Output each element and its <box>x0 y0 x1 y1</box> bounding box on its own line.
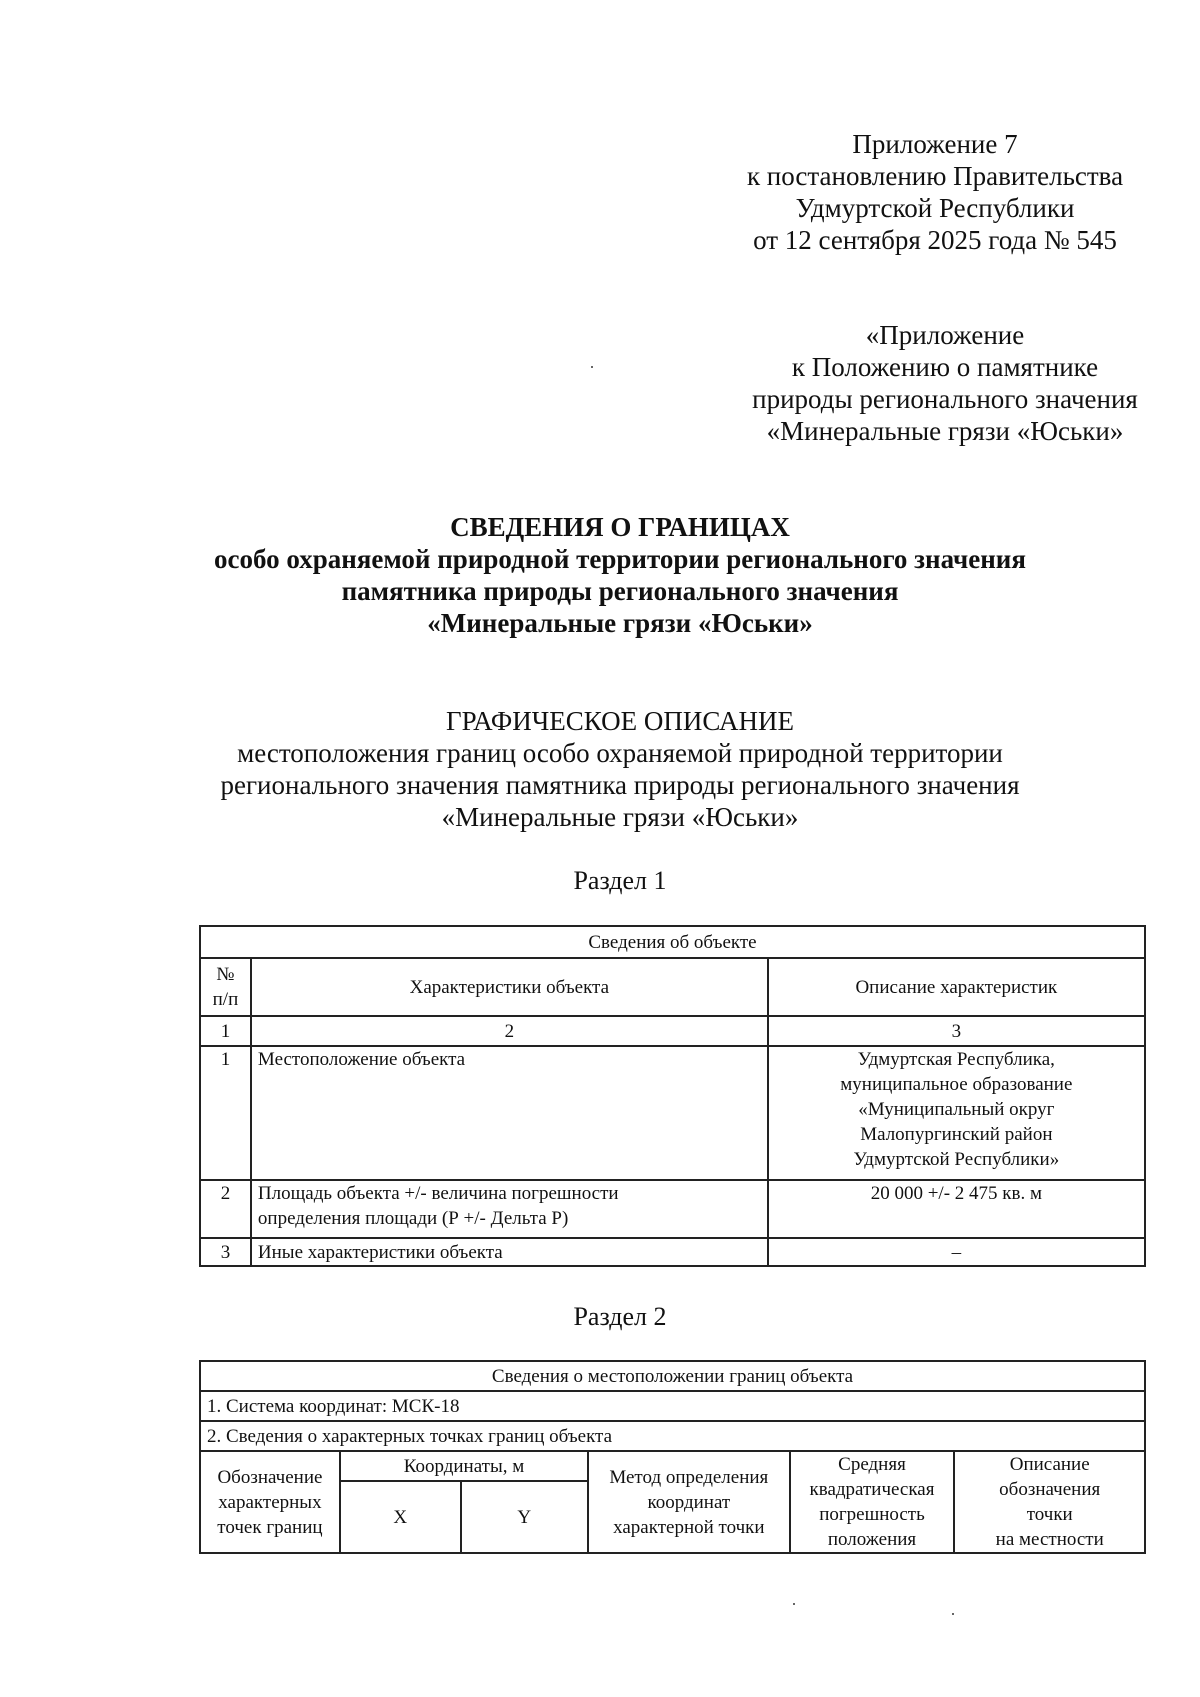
row-characteristic <box>251 1180 768 1238</box>
appendix-line: Приложение 7 <box>852 129 1018 159</box>
header-line: обозначения <box>999 1479 1101 1500</box>
scan-speck <box>591 366 593 368</box>
description-line: муниципальное образование <box>840 1074 1073 1095</box>
description-line: Удмуртской Республики» <box>853 1149 1060 1170</box>
description-line: «Муниципальный округ <box>858 1099 1055 1120</box>
index-cell: 3 <box>768 1016 1145 1046</box>
header-line: характерных <box>218 1491 322 1513</box>
scan-speck <box>952 1613 954 1615</box>
characteristic-line: определения площади (Р +/- Дельта Р) <box>257 1208 569 1229</box>
header-line: на местности <box>995 1529 1104 1550</box>
header-line: Средняя <box>838 1454 906 1475</box>
description-line: Удмуртская Республика, <box>857 1049 1055 1070</box>
table-title: Сведения об объекте <box>200 926 1145 958</box>
table-row <box>200 1238 1145 1266</box>
sub-appendix-line: «Минеральные грязи «Юськи» <box>766 416 1124 446</box>
table-row <box>200 1180 1145 1238</box>
title-line: особо охраняемой природной территории регионального значения <box>214 544 1026 574</box>
sub-appendix-header <box>710 319 1180 447</box>
col-header-description: Описание характеристик <box>768 958 1145 1016</box>
row-num: 3 <box>200 1238 251 1266</box>
description-line: Малопургинский район <box>860 1124 1053 1145</box>
header-line: положения <box>827 1529 917 1550</box>
appendix-line: к постановлению Правительства <box>746 161 1124 191</box>
table-title: Сведения о местоположении границ объекта <box>200 1361 1145 1391</box>
appendix-line: Удмуртской Республики <box>795 193 1075 223</box>
section2-label: Раздел 2 <box>573 1302 667 1331</box>
coord-system-row: 1. Система координат: МСК-18 <box>200 1391 1145 1421</box>
header-line: характерной точки <box>613 1516 765 1538</box>
row-description: – <box>768 1238 1145 1266</box>
col-header-x: X <box>340 1481 461 1553</box>
header-line: Описание <box>1009 1454 1090 1475</box>
graphic-line: местоположения границ особо охраняемой природной территории <box>237 738 1003 768</box>
col-header-designation <box>200 1451 340 1553</box>
section1-label: Раздел 1 <box>573 866 667 895</box>
graphic-line: регионального значения памятника природы регионального значения <box>220 770 1020 800</box>
col-header-error <box>790 1451 955 1553</box>
index-cell: 2 <box>251 1016 768 1046</box>
boundary-info-table <box>199 1360 1146 1554</box>
header-line: точек границ <box>217 1516 323 1538</box>
sub-appendix-line: природы регионального значения <box>752 384 1138 414</box>
sub-appendix-line: к Положению о памятнике <box>791 352 1099 382</box>
row-num: 1 <box>200 1046 251 1180</box>
header-line: погрешность <box>819 1504 925 1525</box>
header-line: точки <box>1026 1504 1073 1525</box>
graphic-line: «Минеральные грязи «Юськи» <box>441 802 799 832</box>
col-header-y: Y <box>461 1481 589 1553</box>
appendix-header <box>700 128 1170 256</box>
col-header-num: № п/п <box>200 958 251 1016</box>
col-header-point-description <box>954 1451 1145 1553</box>
title-line: СВЕДЕНИЯ О ГРАНИЦАХ <box>450 512 790 542</box>
appendix-line: от 12 сентября 2025 года № 545 <box>753 225 1117 255</box>
points-info-row: 2. Сведения о характерных точках границ объекта <box>200 1421 1145 1451</box>
header-line: квадратическая <box>809 1479 935 1500</box>
col-header-method <box>588 1451 789 1553</box>
sub-appendix-line: «Приложение <box>865 320 1025 350</box>
title-line: памятника природы регионального значения <box>341 576 899 606</box>
graphic-description <box>20 705 1200 833</box>
row-description: 20 000 +/- 2 475 кв. м <box>768 1180 1145 1238</box>
col-header-characteristics: Характеристики объекта <box>251 958 768 1016</box>
header-line: координат <box>647 1491 731 1513</box>
document-title <box>20 511 1200 639</box>
title-line: «Минеральные грязи «Юськи» <box>427 608 813 638</box>
scan-speck <box>793 1603 795 1605</box>
header-line: Обозначение <box>217 1466 323 1488</box>
row-num: 2 <box>200 1180 251 1238</box>
row-characteristic: Местоположение объекта <box>251 1046 768 1180</box>
row-characteristic: Иные характеристики объекта <box>251 1238 768 1266</box>
col-header-coords: Координаты, м <box>340 1451 588 1481</box>
index-cell: 1 <box>200 1016 251 1046</box>
table-row <box>200 1046 1145 1180</box>
object-info-table <box>199 925 1146 1267</box>
characteristic-line: Площадь объекта +/- величина погрешности <box>257 1183 619 1204</box>
graphic-line: ГРАФИЧЕСКОЕ ОПИСАНИЕ <box>445 706 795 736</box>
header-line: Метод определения <box>609 1466 769 1488</box>
row-description <box>768 1046 1145 1180</box>
